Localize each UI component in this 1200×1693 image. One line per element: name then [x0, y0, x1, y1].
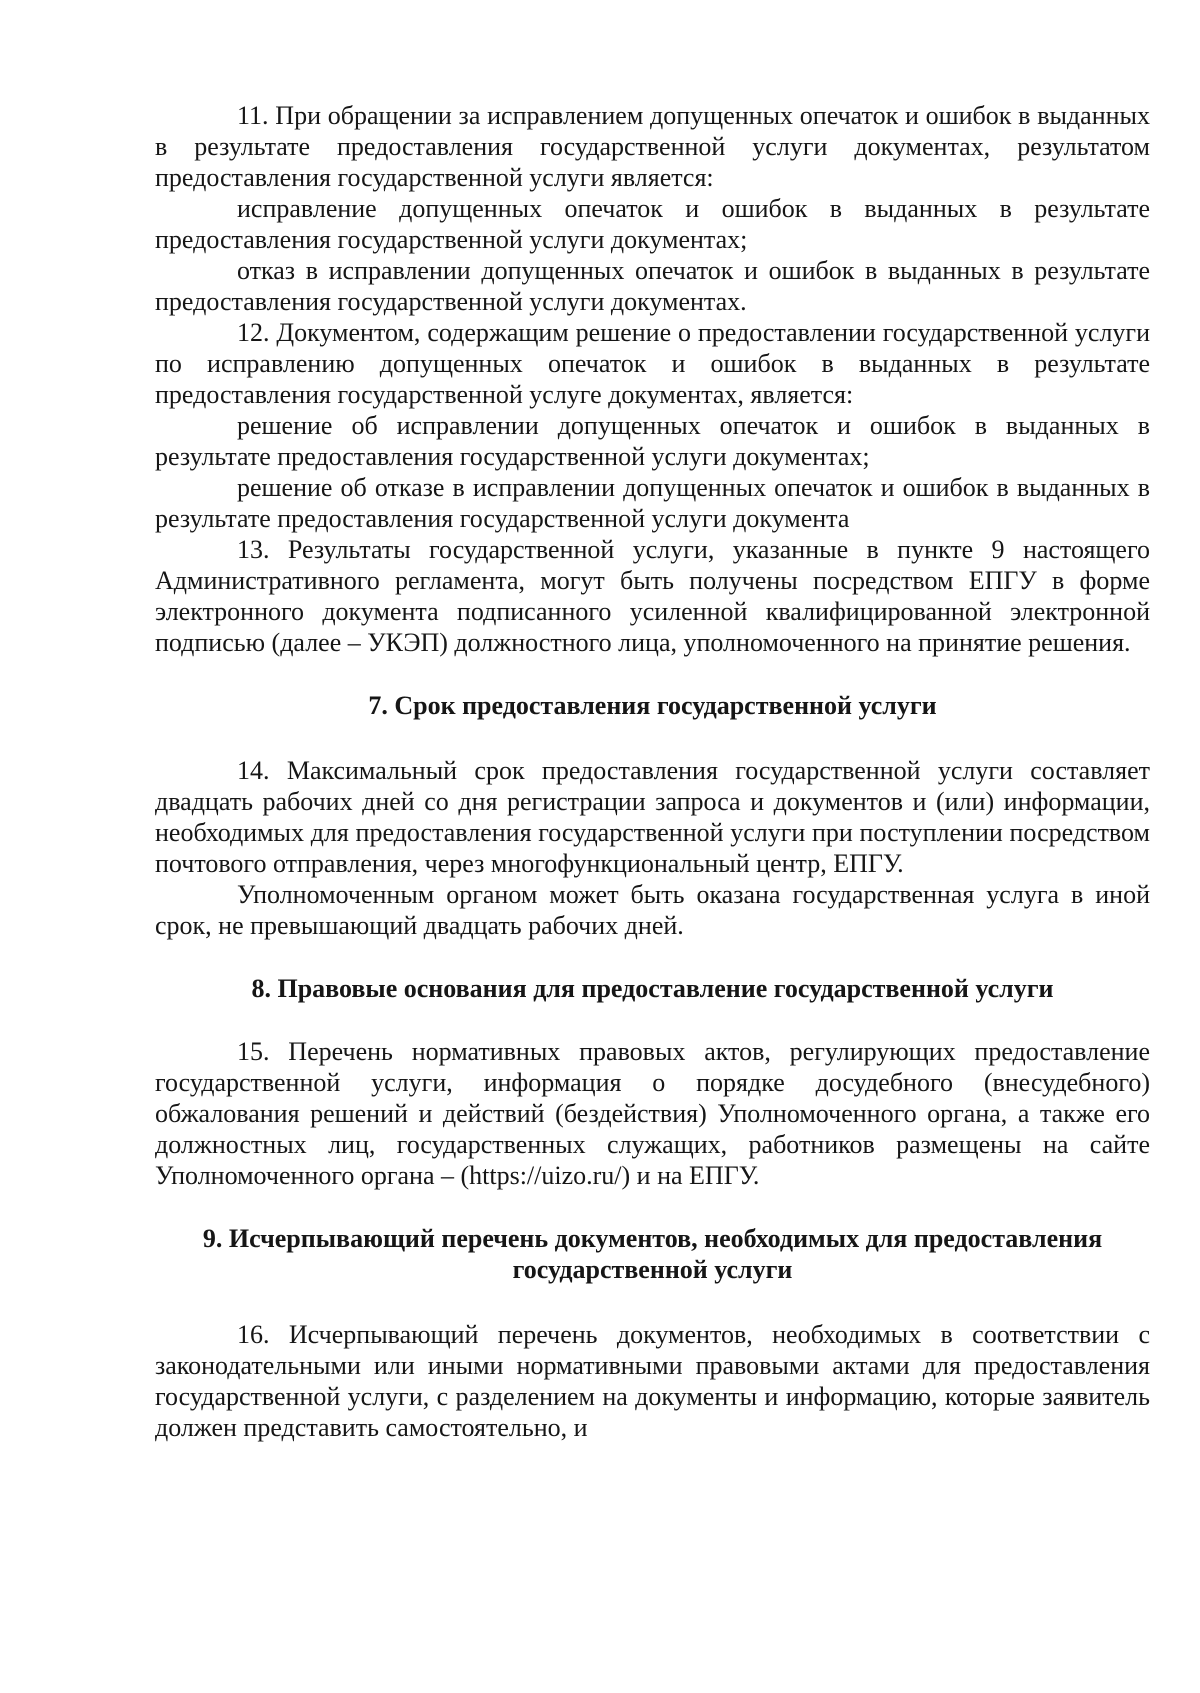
section-7-heading: 7. Срок предоставления государственной услуги: [368, 691, 937, 720]
paragraph-13: 13. Результаты государственной услуги, указанные в пункте 9 настоящего Административного регламента, могут быть получены посредством ЕПГУ в форме электронного документа подписанного усиленной квалифицированной электронной подписью (далее – УКЭП) должностного лица, уполномоченного на принятие решения.: [155, 535, 1150, 657]
paragraph-12-item-2: решение об отказе в исправлении допущенных опечаток и ошибок в выданных в результате предоставления государственной услуги документа: [155, 473, 1150, 533]
paragraph-11-item-1: исправление допущенных опечаток и ошибок в выданных в результате предоставления государственной услуги документах;: [155, 194, 1150, 254]
paragraph-15: 15. Перечень нормативных правовых актов, регулирующих предоставление государственной услуги, информация о порядке досудебного (внесудебного) обжалования решений и действий (бездействия) Уполномоченного органа, а также его должностных лиц, государственных служащих, работников размещены на сайте Уполномоченного органа – (https://uizo.ru/) и на ЕПГУ.: [155, 1037, 1150, 1190]
paragraph-12: 12. Документом, содержащим решение о предоставлении государственной услуги по исправлению допущенных опечаток и ошибок в выданных в результате предоставления государственной услуге документах, является:: [155, 318, 1150, 409]
paragraph-16: 16. Исчерпывающий перечень документов, необходимых в соответствии с законодательными или иными нормативными правовыми актами для предоставления государственной услуги, с разделением на документы и информацию, которые заявитель должен представить самостоятельно, и: [155, 1320, 1150, 1442]
paragraph-11: 11. При обращении за исправлением допущенных опечаток и ошибок в выданных в результате предоставления государственной услуги документах, результатом предоставления государственной услуги является:: [155, 101, 1150, 192]
document-page: [155, 100, 1150, 1443]
section-9-heading-line-2: государственной услуги: [512, 1255, 793, 1284]
section-8-heading: 8. Правовые основания для предоставление государственной услуги: [251, 974, 1054, 1003]
paragraph-14-note: Уполномоченным органом может быть оказана государственная услуга в иной срок, не превышающий двадцать рабочих дней.: [155, 880, 1150, 940]
section-9-heading-line-1: 9. Исчерпывающий перечень документов, необходимых для предоставления: [202, 1224, 1103, 1253]
paragraph-12-item-1: решение об исправлении допущенных опечаток и ошибок в выданных в результате предоставления государственной услуги документах;: [155, 411, 1150, 471]
paragraph-11-item-2: отказ в исправлении допущенных опечаток и ошибок в выданных в результате предоставления государственной услуги документах.: [155, 256, 1150, 316]
paragraph-14: 14. Максимальный срок предоставления государственной услуги составляет двадцать рабочих дней со дня регистрации запроса и документов и (или) информации, необходимых для предоставления государственной услуги при поступлении посредством почтового отправления, через многофункциональный центр, ЕПГУ.: [155, 756, 1150, 878]
